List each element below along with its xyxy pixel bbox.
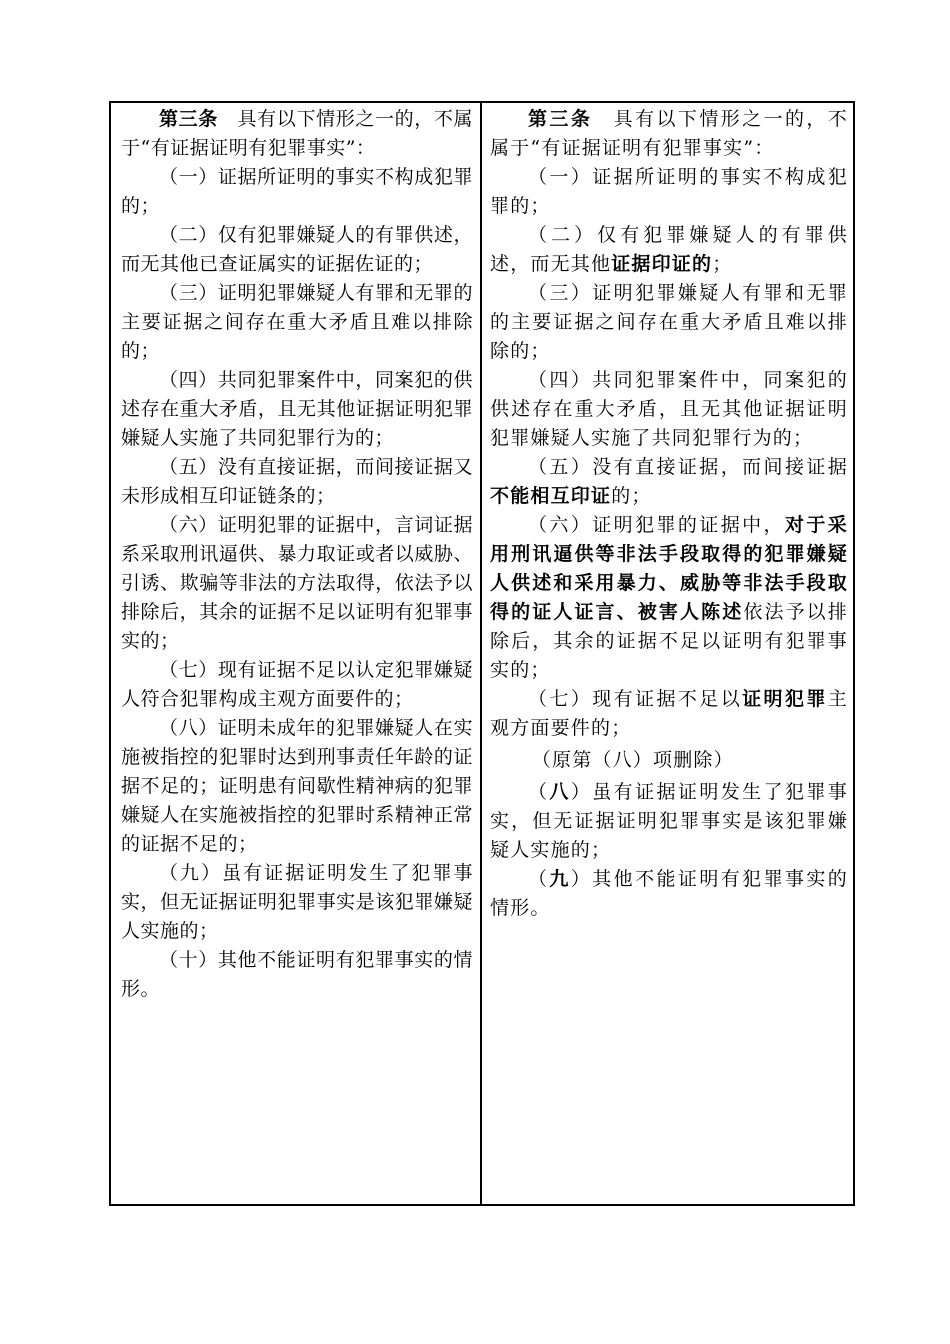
revised-phrase: 证据印证的: [611, 253, 713, 275]
revised-text-column: [490, 105, 848, 1204]
clause-8: （八）虽有证据证明发生了犯罪事实，但无证据证明犯罪事实是该犯罪嫌疑人实施的；: [490, 781, 848, 861]
article-title: 第三条: [528, 108, 593, 130]
clause-1: （一）证据所证明的事实不构成犯罪的；: [490, 166, 848, 217]
deletion-note: （原第（八）项删除）: [531, 749, 734, 771]
clause-6: （六）证明犯罪的证据中，言词证据系采取刑讯逼供、暴力取证或者以威胁、引诱、欺骗等非法的方法取得，依法予以排除后，其余的证据不足以证明有犯罪事实的；: [121, 514, 473, 652]
revised-phrase: 不能相互印证: [490, 485, 612, 507]
clause-7: （七）现有证据不足以证明犯罪主观方面要件的；: [490, 688, 848, 739]
clause-4: （四）共同犯罪案件中，同案犯的供述存在重大矛盾，且无其他证据证明犯罪嫌疑人实施了共同犯罪行为的；: [490, 369, 848, 449]
clause-8: （八）证明未成年的犯罪嫌疑人在实施被指控的犯罪时达到刑事责任年龄的证据不足的；证明患有间歇性精神病的犯罪嫌疑人在实施被指控的犯罪时系精神正常的证据不足的；: [121, 717, 473, 855]
clause-2: （二）仅有犯罪嫌疑人的有罪供述，而无其他已查证属实的证据佐证的；: [121, 224, 473, 275]
clause-9: （九）虽有证据证明发生了犯罪事实，但无证据证明犯罪事实是该犯罪嫌疑人实施的；: [121, 862, 473, 942]
article-intro: 第三条 具有以下情形之一的，不属于“有证据证明有犯罪事实”：: [490, 108, 848, 159]
clause-2: （二）仅有犯罪嫌疑人的有罪供述，而无其他证据印证的；: [490, 224, 848, 275]
clause-9: （九）其他不能证明有犯罪事实的情形。: [490, 868, 848, 919]
column-divider: [480, 103, 482, 1204]
clause-7: （七）现有证据不足以认定犯罪嫌疑人符合犯罪构成主观方面要件的；: [121, 659, 473, 710]
article-title: 第三条: [159, 108, 218, 130]
clause-5: （五）没有直接证据，而间接证据不能相互印证的；: [490, 456, 848, 507]
clause-1: （一）证据所证明的事实不构成犯罪的；: [121, 166, 473, 217]
comparison-table: [109, 101, 855, 1206]
original-text-column: [121, 105, 473, 1204]
revised-phrase: 证明犯罪: [742, 688, 828, 710]
clause-3: （三）证明犯罪嫌疑人有罪和无罪的主要证据之间存在重大矛盾且难以排除的；: [121, 282, 473, 362]
article-intro: 第三条 具有以下情形之一的，不属于“有证据证明有犯罪事实”：: [121, 108, 473, 159]
revised-phrase: 对于采用刑讯逼供等非法手段取得的犯罪嫌疑人供述和采用暴力、威胁等非法手段取得的证人证言、被害人陈述: [490, 514, 848, 623]
revised-number: 八: [549, 781, 571, 803]
clause-4: （四）共同犯罪案件中，同案犯的供述存在重大矛盾，且无其他证据证明犯罪嫌疑人实施了共同犯罪行为的；: [121, 369, 473, 449]
clause-5: （五）没有直接证据，而间接证据又未形成相互印证链条的；: [121, 456, 473, 507]
clause-3: （三）证明犯罪嫌疑人有罪和无罪的主要证据之间存在重大矛盾且难以排除的；: [490, 282, 848, 362]
revised-number: 九: [549, 868, 571, 890]
clause-10: （十）其他不能证明有犯罪事实的情形。: [121, 949, 473, 1000]
clause-6: （六）证明犯罪的证据中，对于采用刑讯逼供等非法手段取得的犯罪嫌疑人供述和采用暴力、威胁等非法手段取得的证人证言、被害人陈述依法予以排除后，其余的证据不足以证明有犯罪事实的；: [490, 514, 848, 681]
